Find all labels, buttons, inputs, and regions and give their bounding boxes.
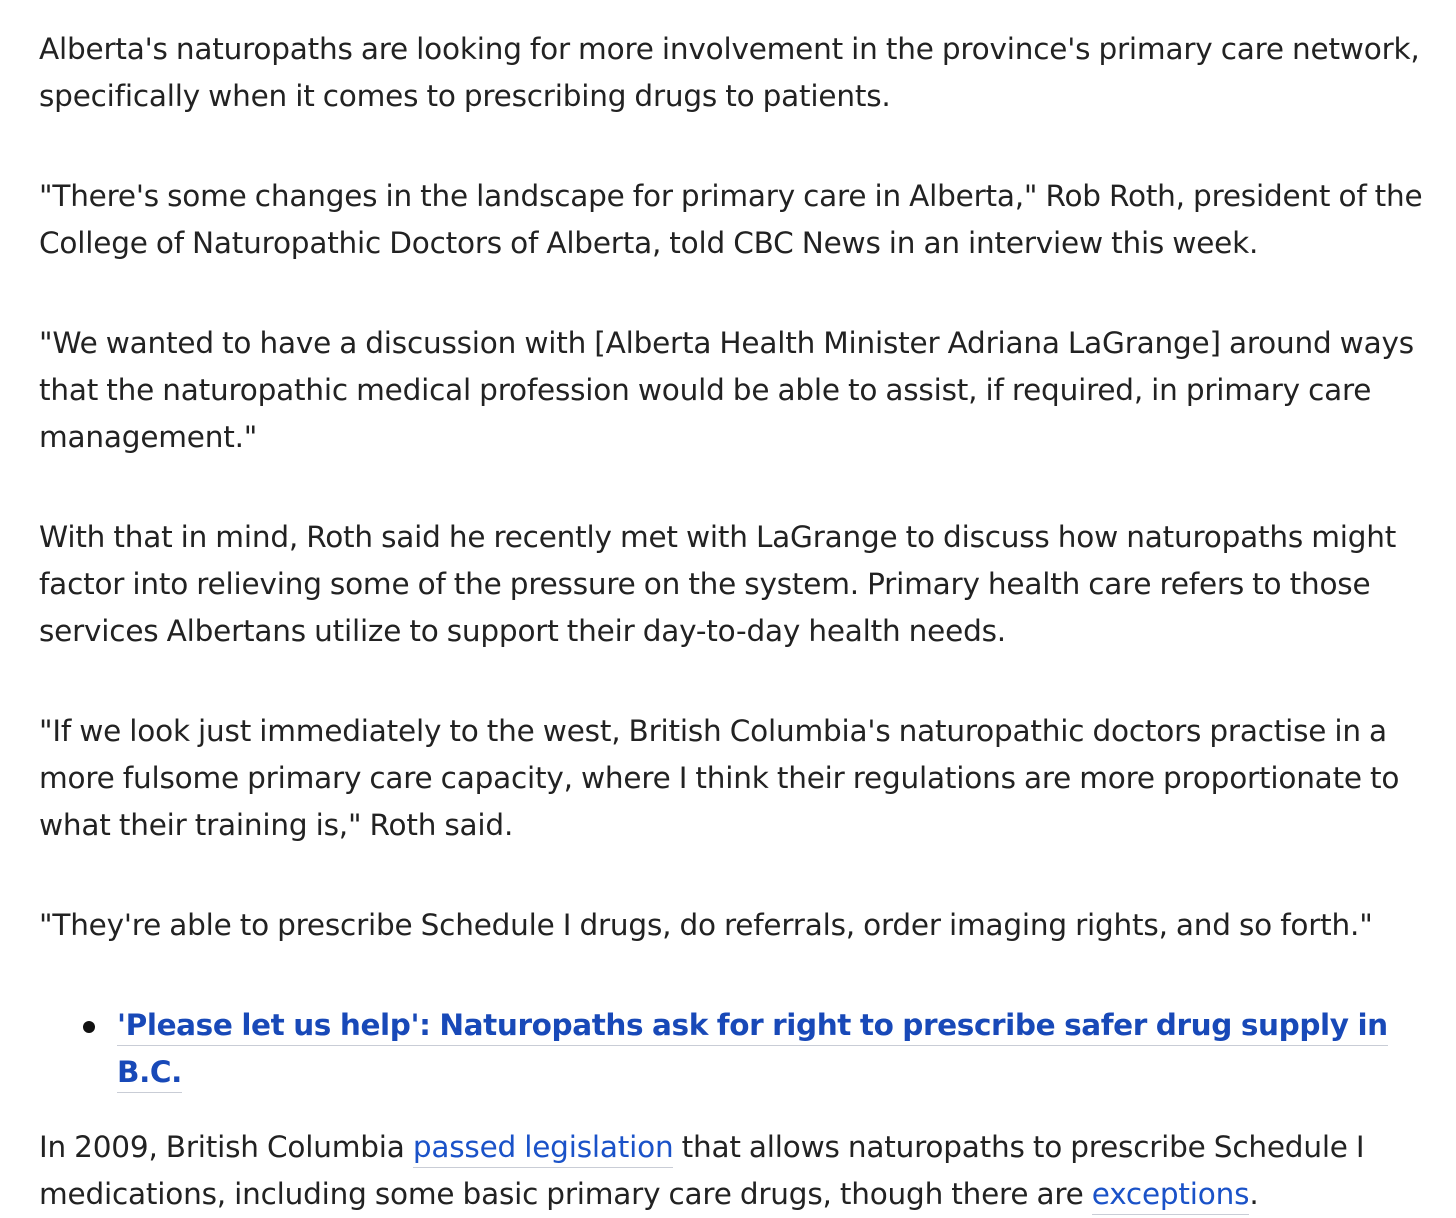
related-story-link[interactable]: 'Please let us help': Naturopaths ask for right to prescribe safer drug supply in B.C. xyxy=(117,1008,1388,1093)
legislation-text-2: that allows naturopaths to prescribe Schedule I medications, including some basic primary care drugs, though there are xyxy=(39,1130,1365,1211)
exceptions-link[interactable]: exceptions xyxy=(1092,1177,1250,1215)
paragraph-schedule-quote: "They're able to prescribe Schedule I drugs, do referrals, order imaging rights, and so forth." xyxy=(39,908,1373,942)
legislation-text-1: In 2009, British Columbia xyxy=(39,1130,413,1164)
passed-legislation-link[interactable]: passed legislation xyxy=(413,1130,674,1168)
list-item xyxy=(39,1002,1426,1096)
related-links-list xyxy=(39,1002,1426,1096)
paragraph-discussion-quote: "We wanted to have a discussion with [Alberta Health Minister Adriana LaGrange] around ways that the naturopathic medical profession would be able to assist, if required, in primary care management." xyxy=(39,326,1414,454)
paragraph-bc-comparison: "If we look just immediately to the west, British Columbia's naturopathic doctors practise in a more fulsome primary care capacity, where I think their regulations are more proportionate to what their training is," Roth said. xyxy=(39,714,1400,842)
paragraph-legislation xyxy=(39,1124,1426,1218)
paragraph-roth-quote: "There's some changes in the landscape for primary care in Alberta," Rob Roth, president of the College of Naturopathic Doctors of Alberta, told CBC News in an interview this week. xyxy=(39,179,1423,260)
paragraph-meeting: With that in mind, Roth said he recently met with LaGrange to discuss how naturopaths might factor into relieving some of the pressure on the system. Primary health care refers to those services Albertans utilize to support their day-to-day health needs. xyxy=(39,520,1397,648)
bullet-icon xyxy=(83,1021,95,1033)
legislation-text-3: . xyxy=(1249,1177,1259,1211)
paragraph-intro: Alberta's naturopaths are looking for more involvement in the province's primary care network, specifically when it comes to prescribing drugs to patients. xyxy=(39,32,1420,113)
